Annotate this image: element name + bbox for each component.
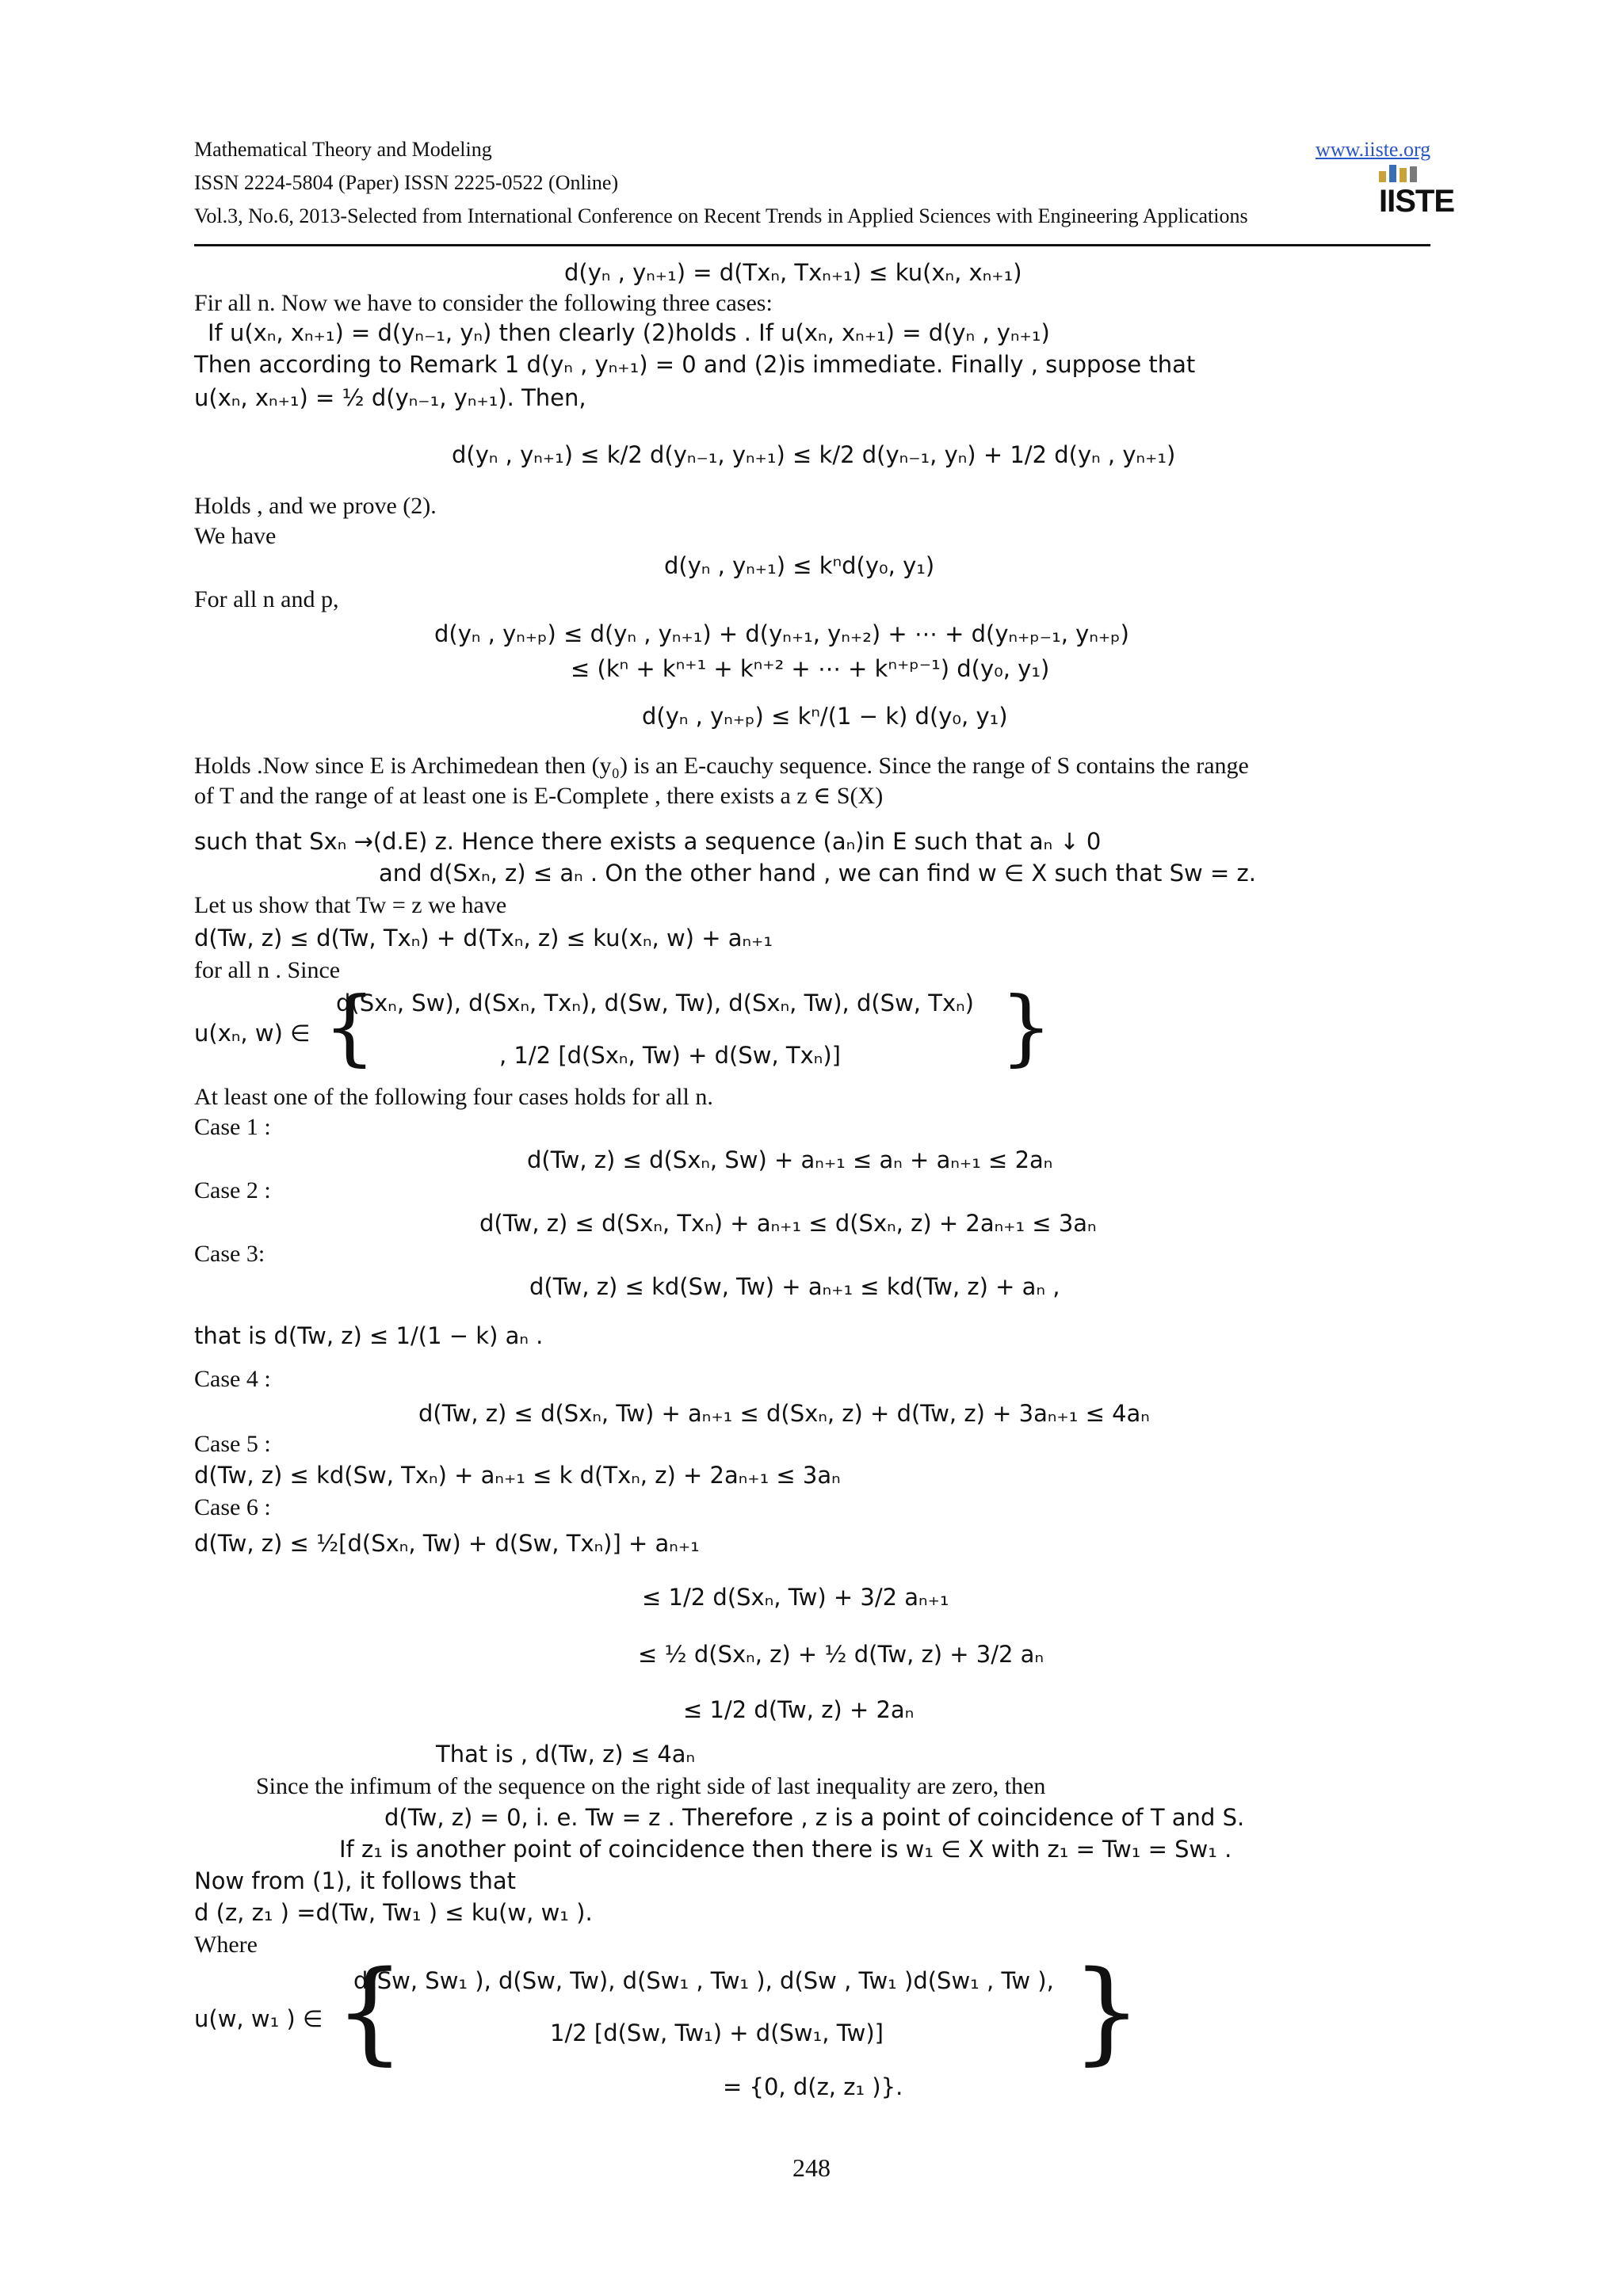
text-line: At least one of the following four cases holds for all n. xyxy=(194,1084,713,1110)
case-label: Case 4 : xyxy=(194,1366,271,1392)
text-line: for all n . Since xyxy=(194,957,341,983)
volume-line: Vol.3, No.6, 2013-Selected from International Conference on Recent Trends in Applied Sciences with Engineering Applications xyxy=(194,204,1248,227)
text-line: Fir all n. Now we have to consider the following three cases: xyxy=(194,290,773,316)
text-line: u(xₙ, xₙ₊₁) = ½ d(yₙ₋₁, yₙ₊₁). Then, xyxy=(194,384,586,411)
case-label: Case 6 : xyxy=(194,1494,271,1520)
equation-line: d(Tw, z) ≤ ½[d(Sxₙ, Tw) + d(Sw, Txₙ)] + aₙ₊₁ xyxy=(194,1530,700,1557)
issn-line: ISSN 2224-5804 (Paper) ISSN 2225-0522 (Online) xyxy=(194,171,619,194)
text-line: For all n and p, xyxy=(194,586,339,612)
text-line: Holds .Now since E is Archimedean then (y₀) is an E-cauchy sequence. Since the range of S contains the range xyxy=(194,753,1249,779)
equation-line: d(yₙ , yₙ₊₁) = d(Txₙ, Txₙ₊₁) ≤ ku(xₙ, xₙ₊₁) xyxy=(564,259,1022,286)
equation-line: ≤ (kⁿ + kⁿ⁺¹ + kⁿ⁺² + ⋯ + kⁿ⁺ᵖ⁻¹) d(y₀, y₁) xyxy=(571,655,1050,682)
equation-line: = {0, d(z, z₁ )}. xyxy=(723,2073,903,2100)
text-line: We have xyxy=(194,523,277,549)
header-rule xyxy=(194,244,1430,246)
equation-line: ≤ 1/2 d(Sxₙ, Tw) + 3/2 aₙ₊₁ xyxy=(642,1584,949,1611)
equation-line: d(Tw, z) ≤ d(Sxₙ, Txₙ) + aₙ₊₁ ≤ d(Sxₙ, z) + 2aₙ₊₁ ≤ 3aₙ xyxy=(479,1210,1097,1237)
left-brace: { xyxy=(323,978,376,1075)
text-line: If u(xₙ, xₙ₊₁) = d(yₙ₋₁, yₙ) then clearly (2)holds . If u(xₙ, xₙ₊₁) = d(yₙ , yₙ₊₁) xyxy=(208,319,1050,346)
right-brace: } xyxy=(1071,1947,1143,2077)
logo-text: IISTE xyxy=(1379,184,1455,219)
equation-line: d(yₙ , yₙ₊ₚ) ≤ kⁿ/(1 − k) d(y₀, y₁) xyxy=(642,703,1008,730)
set-member-line: , 1/2 [d(Sxₙ, Tw) + d(Sw, Txₙ)] xyxy=(499,1042,841,1069)
set-member-line: 1/2 [d(Sw, Tw₁) + d(Sw₁, Tw)] xyxy=(550,2019,884,2046)
equation-line: d(Tw, z) ≤ kd(Sw, Txₙ) + aₙ₊₁ ≤ k d(Txₙ, z) + 2aₙ₊₁ ≤ 3aₙ xyxy=(194,1462,841,1489)
website-link[interactable]: www.iiste.org xyxy=(1316,138,1431,161)
equation-line: d(yₙ , yₙ₊₁) ≤ k/2 d(yₙ₋₁, yₙ₊₁) ≤ k/2 d(yₙ₋₁, yₙ) + 1/2 d(yₙ , yₙ₊₁) xyxy=(452,441,1176,468)
case-label: Case 1 : xyxy=(194,1114,271,1140)
case-label: Case 5 : xyxy=(194,1431,271,1457)
text-line: Holds , and we prove (2). xyxy=(194,493,437,519)
iiste-logo xyxy=(1379,165,1455,227)
equation-line: ≤ ½ d(Sxₙ, z) + ½ d(Tw, z) + 3/2 aₙ xyxy=(638,1641,1044,1668)
set-label: u(w, w₁ ) ∈ xyxy=(194,2005,323,2032)
equation-line: d(Tw, z) ≤ kd(Sw, Tw) + aₙ₊₁ ≤ kd(Tw, z) + aₙ , xyxy=(529,1273,1060,1300)
page-number: 248 xyxy=(792,2153,831,2182)
text-line: such that Sxₙ →(d.E) z. Hence there exists a sequence (aₙ)in E such that aₙ ↓ 0 xyxy=(194,828,1102,855)
text-line: Let us show that Tw = z we have xyxy=(194,892,507,918)
equation-line: d(yₙ , yₙ₊ₚ) ≤ d(yₙ , yₙ₊₁) + d(yₙ₊₁, yₙ₊₂) + ⋯ + d(yₙ₊ₚ₋₁, yₙ₊ₚ) xyxy=(434,620,1129,647)
right-brace: } xyxy=(1000,978,1053,1075)
text-line: Then according to Remark 1 d(yₙ , yₙ₊₁) = 0 and (2)is immediate. Finally , suppose that xyxy=(194,351,1196,378)
set-label: u(xₙ, w) ∈ xyxy=(194,1020,311,1047)
text-line: d(Tw, z) = 0, i. e. Tw = z . Therefore , z is a point of coincidence of T and S. xyxy=(384,1804,1245,1831)
case-label: Case 2 : xyxy=(194,1177,271,1203)
left-brace: { xyxy=(334,1947,406,2077)
text-line: Where xyxy=(194,1932,258,1958)
text-line: If z₁ is another point of coincidence then there is w₁ ∈ X with z₁ = Tw₁ = Sw₁ . xyxy=(339,1836,1232,1863)
text-line: That is , d(Tw, z) ≤ 4aₙ xyxy=(436,1741,696,1768)
equation-line: ≤ 1/2 d(Tw, z) + 2aₙ xyxy=(683,1696,915,1723)
text-line: of T and the range of at least one is E-Complete , there exists a z ∈ S(X) xyxy=(194,783,884,809)
set-member-line: d(Sw, Sw₁ ), d(Sw, Tw), d(Sw₁ , Tw₁ ), d(Sw , Tw₁ )d(Sw₁ , Tw ), xyxy=(353,1967,1054,1994)
text-line: Now from (1), it follows that xyxy=(194,1867,516,1894)
journal-title: Mathematical Theory and Modeling xyxy=(194,138,492,161)
equation-line: d(Tw, z) ≤ d(Tw, Txₙ) + d(Txₙ, z) ≤ ku(xₙ, w) + aₙ₊₁ xyxy=(194,925,773,952)
case-label: Case 3: xyxy=(194,1241,265,1267)
text-line: Since the infimum of the sequence on the right side of last inequality are zero, then xyxy=(256,1773,1046,1799)
equation-line: d(Tw, z) ≤ d(Sxₙ, Tw) + aₙ₊₁ ≤ d(Sxₙ, z) + d(Tw, z) + 3aₙ₊₁ ≤ 4aₙ xyxy=(418,1400,1150,1427)
equation-line: d (z, z₁ ) =d(Tw, Tw₁ ) ≤ ku(w, w₁ ). xyxy=(194,1899,593,1926)
text-line: that is d(Tw, z) ≤ 1/(1 − k) aₙ . xyxy=(194,1322,544,1349)
equation-line: d(yₙ , yₙ₊₁) ≤ kⁿd(y₀, y₁) xyxy=(664,552,935,579)
text-line: and d(Sxₙ, z) ≤ aₙ . On the other hand , we can find w ∈ X such that Sw = z. xyxy=(379,860,1256,887)
set-member-line: d(Sxₙ, Sw), d(Sxₙ, Txₙ), d(Sw, Tw), d(Sxₙ, Tw), d(Sw, Txₙ) xyxy=(336,990,974,1016)
equation-line: d(Tw, z) ≤ d(Sxₙ, Sw) + aₙ₊₁ ≤ aₙ + aₙ₊₁ ≤ 2aₙ xyxy=(527,1146,1053,1173)
